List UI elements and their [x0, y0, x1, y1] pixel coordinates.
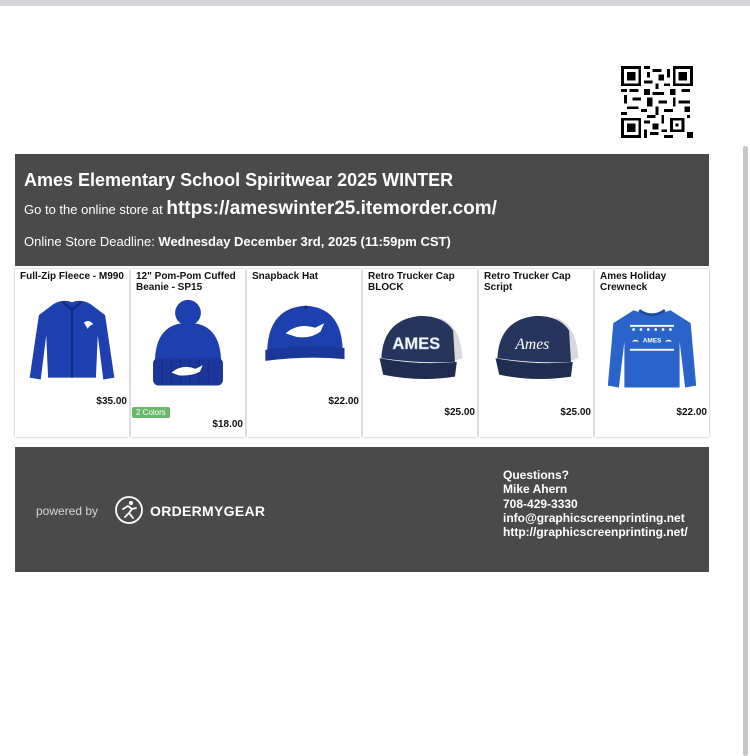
contact-heading: Questions? — [503, 468, 570, 482]
deadline-value: Wednesday December 3rd, 2025 (11:59pm CST) — [158, 234, 451, 249]
product-name: Retro Trucker Cap Script — [484, 271, 571, 293]
store-footer — [15, 447, 709, 572]
product-name: Retro Trucker Cap BLOCK — [368, 271, 455, 293]
product-card-crewneck[interactable] — [595, 269, 709, 437]
colors-badge[interactable]: 2 Colors — [132, 407, 170, 418]
product-price: $25.00 — [560, 407, 591, 418]
product-price: $18.00 — [212, 419, 243, 430]
store-url-link[interactable]: https://ameswinter25.itemorder.com/ — [166, 198, 497, 219]
beanie-image — [141, 299, 235, 391]
scrollbar-track[interactable] — [742, 6, 750, 750]
ordermygear-logo-icon[interactable] — [114, 495, 144, 525]
scrollbar-thumb[interactable] — [743, 146, 748, 756]
product-card-beanie[interactable] — [131, 269, 245, 437]
product-name: Ames Holiday Crewneck — [600, 271, 667, 293]
product-price: $25.00 — [444, 407, 475, 418]
fleece-jacket-image — [25, 293, 119, 385]
holiday-crewneck-image — [605, 301, 699, 393]
deadline-label: Online Store Deadline: — [24, 234, 159, 249]
deadline-line — [24, 234, 451, 249]
browser-top-edge — [0, 0, 750, 6]
product-card-trucker-block[interactable] — [363, 269, 477, 437]
product-price: $22.00 — [328, 396, 359, 407]
product-grid — [15, 269, 711, 439]
product-card-trucker-script[interactable] — [479, 269, 593, 437]
product-name: 12" Pom-Pom Cuffed Beanie - SP15 — [136, 271, 236, 293]
product-name: Full-Zip Fleece - M990 — [20, 271, 124, 282]
contact-email-link[interactable]: info@graphicscreenprinting.net — [503, 510, 685, 525]
product-price: $35.00 — [96, 396, 127, 407]
store-link-line — [24, 198, 497, 220]
store-header — [15, 154, 709, 266]
cap-text: Ames — [515, 336, 550, 353]
cap-text: AMES — [392, 334, 441, 353]
powered-by-label: powered by — [36, 504, 99, 518]
product-name: Snapback Hat — [252, 271, 319, 282]
contact-info — [503, 468, 688, 539]
product-card-fleece[interactable] — [15, 269, 129, 437]
store-link-prefix: Go to the online store at — [24, 202, 167, 217]
sweater-text: AMES — [642, 337, 662, 345]
ordermygear-brand[interactable]: ORDERMYGEAR — [150, 503, 266, 519]
product-card-snapback[interactable] — [247, 269, 361, 437]
product-price: $22.00 — [676, 407, 707, 418]
qr-code[interactable] — [621, 66, 693, 138]
contact-name: Mike Ahern — [503, 482, 568, 497]
trucker-cap-block-image — [373, 303, 467, 395]
contact-website-link[interactable]: http://graphicscreenprinting.net/ — [503, 525, 688, 540]
page-title: Ames Elementary School Spiritwear 2025 WINTER — [24, 170, 454, 190]
snapback-hat-image — [257, 291, 351, 383]
contact-phone[interactable]: 708-429-3330 — [503, 496, 578, 511]
trucker-cap-script-image — [489, 303, 583, 395]
